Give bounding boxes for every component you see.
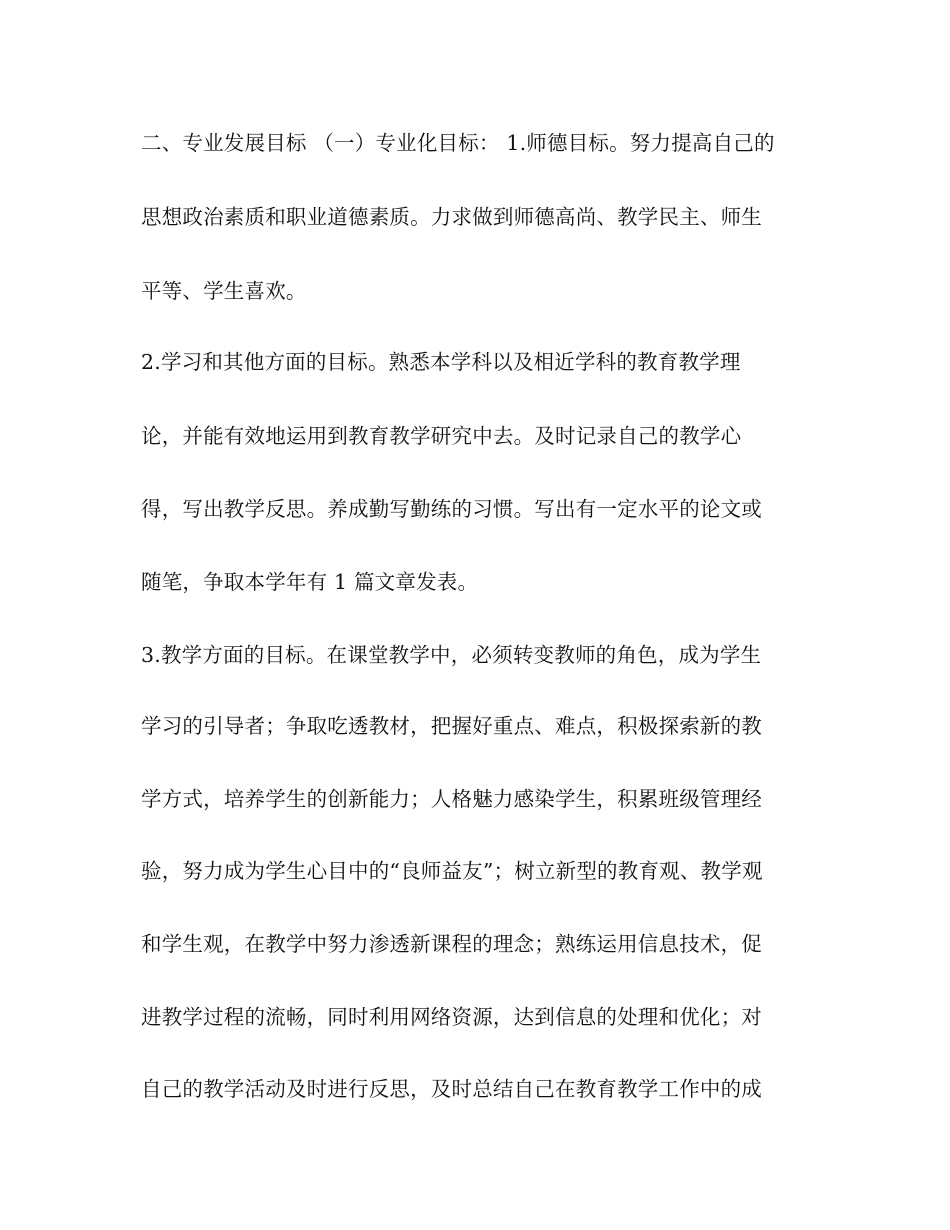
text-line: 思想政治素质和职业道德素质。力求做到师德高尚、教学民主、师生 <box>141 205 762 229</box>
text-line: 论，并能有效地运用到教育教学研究中去。及时记录自己的教学心 <box>141 424 742 448</box>
text-line: 3.教学方面的目标。在课堂教学中，必须转变教师的角色，成为学生 <box>141 643 762 667</box>
text-line: 自己的教学活动及时进行反思，及时总结自己在教育教学工作中的成 <box>141 1077 762 1101</box>
text-line: 随笔，争取本学年有 1 篇文章发表。 <box>141 570 479 594</box>
text-line: 和学生观，在教学中努力渗透新课程的理念；熟练运用信息技术，促 <box>141 932 762 956</box>
text-line: 验，努力成为学生心目中的“良师益友”；树立新型的教育观、教学观 <box>141 859 763 883</box>
text-line: 平等、学生喜欢。 <box>141 279 307 303</box>
text-line: 学习的引导者；争取吃透教材，把握好重点、难点，积极探索新的教 <box>141 714 762 738</box>
text-line: 进教学过程的流畅，同时利用网络资源，达到信息的处理和优化；对 <box>141 1005 762 1029</box>
text-line: 二、专业发展目标 （一）专业化目标： 1.师德目标。努力提高自己的 <box>141 131 775 155</box>
text-line: 得，写出教学反思。养成勤写勤练的习惯。写出有一定水平的论文或 <box>141 497 762 521</box>
text-line: 2.学习和其他方面的目标。熟悉本学科以及相近学科的教育教学理 <box>141 350 741 374</box>
text-line: 学方式，培养学生的创新能力；人格魅力感染学生，积累班级管理经 <box>141 787 762 811</box>
